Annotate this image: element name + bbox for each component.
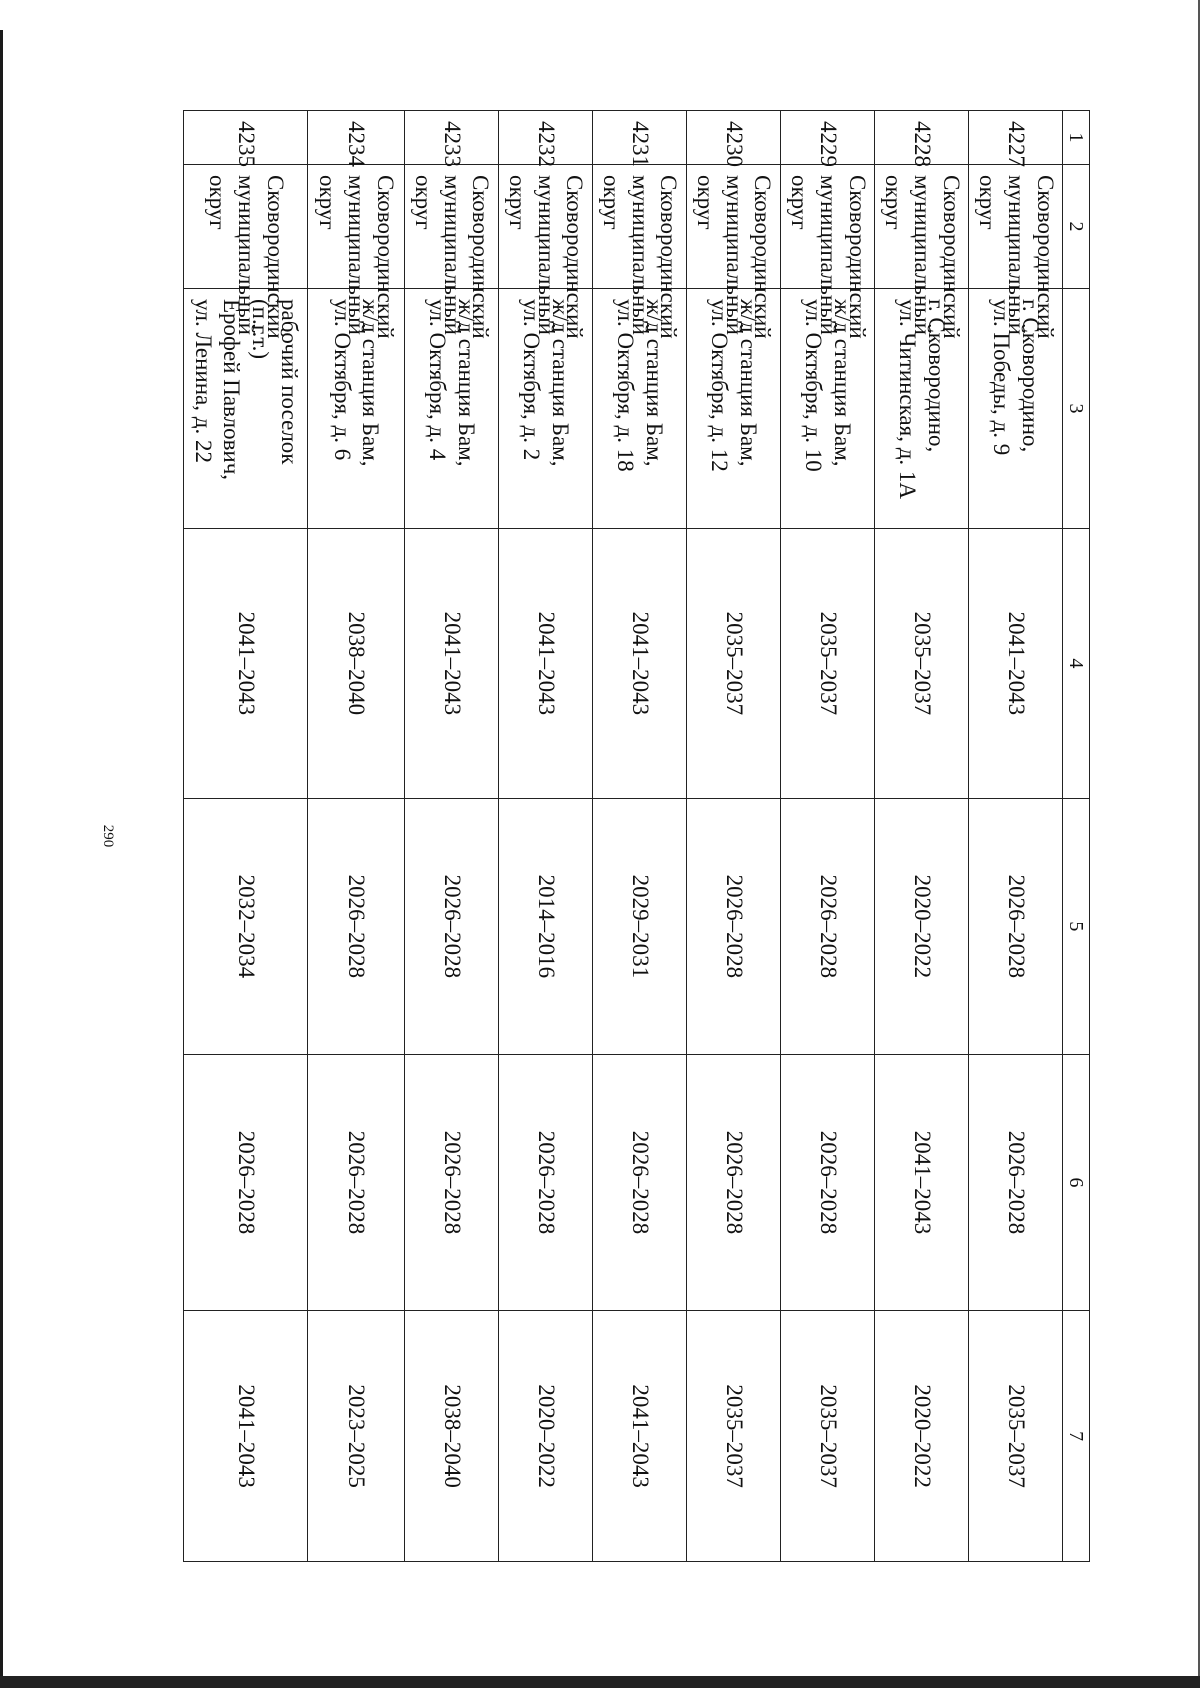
address-cell-line: ул. Читинская, д. 1А <box>895 299 921 500</box>
municipality-cell-line: округ <box>315 174 341 230</box>
table-row <box>968 111 1062 1562</box>
period-cell: 2026–2028 <box>404 1054 498 1310</box>
address-cell-line: ж/д станция Бам, <box>736 299 762 467</box>
address-cell-line: Ерофей Павлович, <box>219 299 245 481</box>
period-cell: 2026–2028 <box>968 1054 1062 1310</box>
municipality-cell <box>592 164 686 339</box>
period-cell: 2032–2034 <box>184 798 308 1054</box>
table-row <box>874 111 968 1562</box>
municipality-cell-line: округ <box>975 174 1001 230</box>
row-number-cell: 4232 <box>498 111 592 165</box>
table-row <box>404 111 498 1562</box>
column-header: 6 <box>1063 1054 1090 1310</box>
address-cell-line: г. Сковородино, <box>1018 299 1044 453</box>
period-cell: 2038–2040 <box>307 529 404 799</box>
period-cell: 2026–2028 <box>184 1054 308 1310</box>
column-header: 2 <box>1063 164 1090 288</box>
municipality-cell-line: округ <box>410 174 436 230</box>
municipality-cell-line: Сковородинский <box>844 174 870 339</box>
period-cell: 2026–2028 <box>780 1054 874 1310</box>
table-row <box>780 111 874 1562</box>
period-cell: 2038–2040 <box>404 1311 498 1562</box>
municipality-cell-line: Сковородинский <box>938 174 964 339</box>
row-number-cell: 4227 <box>968 111 1062 165</box>
municipality-cell-line: муниципальный <box>1003 174 1029 335</box>
municipality-cell <box>780 164 874 339</box>
municipality-cell <box>307 164 404 339</box>
municipality-cell-line: муниципальный <box>627 174 653 335</box>
period-cell: 2041–2043 <box>968 529 1062 799</box>
period-cell: 2026–2028 <box>592 1054 686 1310</box>
row-number-cell: 4230 <box>686 111 780 165</box>
period-cell: 2035–2037 <box>780 1311 874 1562</box>
period-cell: 2026–2028 <box>968 798 1062 1054</box>
municipality-cell <box>404 164 498 339</box>
address-cell-line: ж/д станция Бам, <box>453 299 479 467</box>
address-cell-line: ул. Ленина, д. 22 <box>190 299 216 463</box>
period-cell: 2035–2037 <box>968 1311 1062 1562</box>
period-cell: 2035–2037 <box>686 1311 780 1562</box>
header-row <box>1063 111 1090 1562</box>
period-cell: 2041–2043 <box>498 529 592 799</box>
municipality-cell-line: муниципальный <box>815 174 841 335</box>
column-header: 7 <box>1063 1311 1090 1562</box>
period-cell: 2026–2028 <box>307 798 404 1054</box>
column-header: 5 <box>1063 798 1090 1054</box>
table-row <box>307 111 404 1562</box>
address-cell-line: ул. Октября, д. 4 <box>425 299 451 461</box>
address-cell-line: ул. Октября, д. 18 <box>613 299 639 472</box>
period-cell: 2020–2022 <box>874 798 968 1054</box>
municipality-cell <box>968 164 1062 339</box>
period-cell: 2026–2028 <box>686 798 780 1054</box>
period-cell: 2035–2037 <box>874 529 968 799</box>
period-cell: 2020–2022 <box>874 1311 968 1562</box>
table-row <box>184 111 308 1562</box>
municipality-cell-line: округ <box>692 174 718 230</box>
row-number-cell: 4234 <box>307 111 404 165</box>
address-cell-line: ул. Октября, д. 12 <box>707 299 733 472</box>
table-body <box>184 111 1063 1562</box>
municipality-cell <box>184 164 308 339</box>
municipality-cell-line: муниципальный <box>439 174 465 335</box>
period-cell: 2026–2028 <box>686 1054 780 1310</box>
period-cell: 2041–2043 <box>592 1311 686 1562</box>
address-cell-line: ул. Октября, д. 6 <box>329 299 355 461</box>
period-cell: 2023–2025 <box>307 1311 404 1562</box>
column-header: 4 <box>1063 529 1090 799</box>
municipality-cell-line: Сковородинский <box>656 174 682 339</box>
period-cell: 2026–2028 <box>780 798 874 1054</box>
municipality-cell-line: Сковородинский <box>468 174 494 339</box>
municipality-cell-line: округ <box>787 174 813 230</box>
municipality-cell-line: округ <box>504 174 530 230</box>
municipality-cell-line: Сковородинский <box>372 174 398 339</box>
period-cell: 2041–2043 <box>874 1054 968 1310</box>
table-row <box>498 111 592 1562</box>
address-cell-line: ж/д станция Бам, <box>358 299 384 467</box>
municipality-cell-line: муниципальный <box>233 174 259 335</box>
row-number-cell: 4229 <box>780 111 874 165</box>
period-cell: 2041–2043 <box>184 1311 308 1562</box>
municipality-cell-line: округ <box>205 174 231 230</box>
period-cell: 2014–2016 <box>498 798 592 1054</box>
table-container <box>183 110 1090 1562</box>
municipality-cell-line: округ <box>598 174 624 230</box>
table-row <box>686 111 780 1562</box>
period-cell: 2029–2031 <box>592 798 686 1054</box>
address-cell-line: ж/д станция Бам, <box>548 299 573 467</box>
column-header: 1 <box>1063 111 1090 165</box>
municipality-cell <box>686 164 780 339</box>
scan-border-left <box>0 30 3 1688</box>
municipality-cell <box>874 164 968 339</box>
period-cell: 2035–2037 <box>780 529 874 799</box>
column-header: 3 <box>1063 289 1090 529</box>
period-cell: 2035–2037 <box>686 529 780 799</box>
municipality-cell-line: Сковородинский <box>562 174 588 339</box>
address-cell-line: ж/д станция Бам, <box>830 299 856 467</box>
municipality-cell-line: Сковородинский <box>750 174 776 339</box>
scan-border-bottom <box>0 1676 1200 1688</box>
municipality-cell <box>498 164 592 339</box>
period-cell: 2026–2028 <box>498 1054 592 1310</box>
municipality-cell-line: округ <box>881 174 907 230</box>
municipality-cell-line: муниципальный <box>909 174 935 335</box>
municipality-cell-line: Сковородинский <box>1032 174 1058 339</box>
row-number-cell: 4228 <box>874 111 968 165</box>
municipality-cell-line: муниципальный <box>344 174 370 335</box>
period-cell: 2026–2028 <box>307 1054 404 1310</box>
address-cell-line: ул. Октября, д. 2 <box>519 299 545 461</box>
municipality-cell-line: муниципальный <box>721 174 747 335</box>
address-cell-line: г. Сковородино, <box>924 299 950 453</box>
period-cell: 2041–2043 <box>592 529 686 799</box>
period-cell: 2026–2028 <box>404 798 498 1054</box>
municipality-cell-line: муниципальный <box>533 174 559 335</box>
row-number-cell: 4233 <box>404 111 498 165</box>
table-row <box>592 111 686 1562</box>
period-cell: 2041–2043 <box>184 529 308 799</box>
row-number-cell: 4231 <box>592 111 686 165</box>
address-cell-line: ул. Октября, д. 10 <box>801 299 827 472</box>
page-number: 290 <box>100 824 116 848</box>
address-cell <box>184 289 308 529</box>
registry-table <box>183 110 1090 1562</box>
period-cell: 2041–2043 <box>404 529 498 799</box>
address-cell-line: рабочий поселок (п.г.т.) <box>248 299 302 465</box>
address-cell-line: ул. Победы, д. 9 <box>989 299 1015 456</box>
row-number-cell: 4235 <box>184 111 308 165</box>
address-cell-line: ж/д станция Бам, <box>642 299 668 467</box>
period-cell: 2020–2022 <box>498 1311 592 1562</box>
municipality-cell-line: Сковородинский <box>262 174 288 339</box>
